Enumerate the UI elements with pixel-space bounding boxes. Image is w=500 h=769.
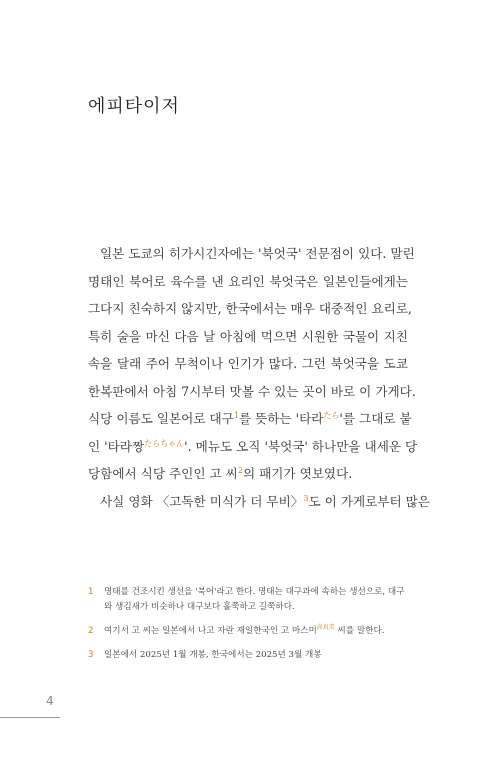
footnote-marker: 1 <box>233 410 239 420</box>
body-text-segment: 사실 영화 〈고독한 미식가 더 무비〉 <box>100 493 304 509</box>
page-number: 4 <box>46 694 54 708</box>
footnote-text: 여기서 고 씨는 일본에서 나고 자란 재일한국인 고 마스미 <box>104 626 317 636</box>
body-text-segment: 당함에서 식당 주인인 고 씨 <box>88 466 238 481</box>
ruby-annotation: たら <box>323 410 340 420</box>
footnote-item <box>88 624 410 639</box>
body-text-segment: '. 메뉴도 오직 '북엇국' 하나만을 내세운 당 <box>184 438 418 454</box>
footnote-number: 3 <box>88 650 94 660</box>
body-line: 한복판에서 아침 7시부터 맛볼 수 있는 곳이 바로 이 가게다. <box>88 383 416 399</box>
footnote-text: 일본에서 2025년 1월 개봉, 한국에서는 2025년 3월 개봉 <box>104 650 322 660</box>
body-text-segment: 도 이 가게로부터 많은 <box>308 493 430 509</box>
body-line <box>88 488 430 516</box>
footnote-marker: 3 <box>303 493 309 503</box>
body-text-segment: 의 패기가 엿보였다. <box>242 466 353 481</box>
footnote-number: 1 <box>88 587 94 597</box>
body-line <box>88 460 408 488</box>
body-text-segment: 를 뜻하는 '타라 <box>238 411 324 426</box>
body-text <box>88 240 430 515</box>
footnote-item <box>88 585 410 615</box>
body-line: 그다지 친숙하지 않지만, 한국에서는 매우 대중적인 요리로, <box>88 301 412 316</box>
footnote-text: 명태를 건조시킨 생선을 '북어'라고 한다. 명태는 대구과에 속하는 생선으로, 대구와 생김새가 비슷하나 대구보다 홀쭉하고 길쭉하다. <box>104 587 405 612</box>
footnote-marker: 2 <box>237 465 243 475</box>
page-rule <box>0 717 60 718</box>
body-line: 명태인 북어로 육수를 낸 요리인 북엇국은 일본인들에게는 <box>88 273 408 289</box>
footnote-item <box>88 648 410 663</box>
body-line <box>88 433 418 461</box>
ruby-annotation: 高真美 <box>316 624 335 632</box>
body-text-segment: '를 그대로 붙 <box>339 411 412 426</box>
body-text-segment: 식당 이름도 일본어로 대구 <box>88 411 234 426</box>
footnote-number: 2 <box>88 626 94 636</box>
body-line <box>88 405 412 433</box>
footnote-text: 씨를 말한다. <box>334 626 385 636</box>
body-line: 일본 도쿄의 히가시긴자에는 '북엇국' 전문점이 있다. 말린 <box>100 246 415 261</box>
body-line: 속을 달래 주어 무척이나 인기가 많다. 그런 북엇국을 도쿄 <box>88 356 408 371</box>
body-text-segment: 인 '타라짱 <box>88 438 145 454</box>
footnotes <box>88 585 410 672</box>
section-title: 에피타이저 <box>88 96 180 117</box>
ruby-annotation: たらちゃん <box>144 438 185 448</box>
body-line: 특히 술을 마신 다음 날 아침에 먹으면 시원한 국물이 지친 <box>88 328 408 344</box>
